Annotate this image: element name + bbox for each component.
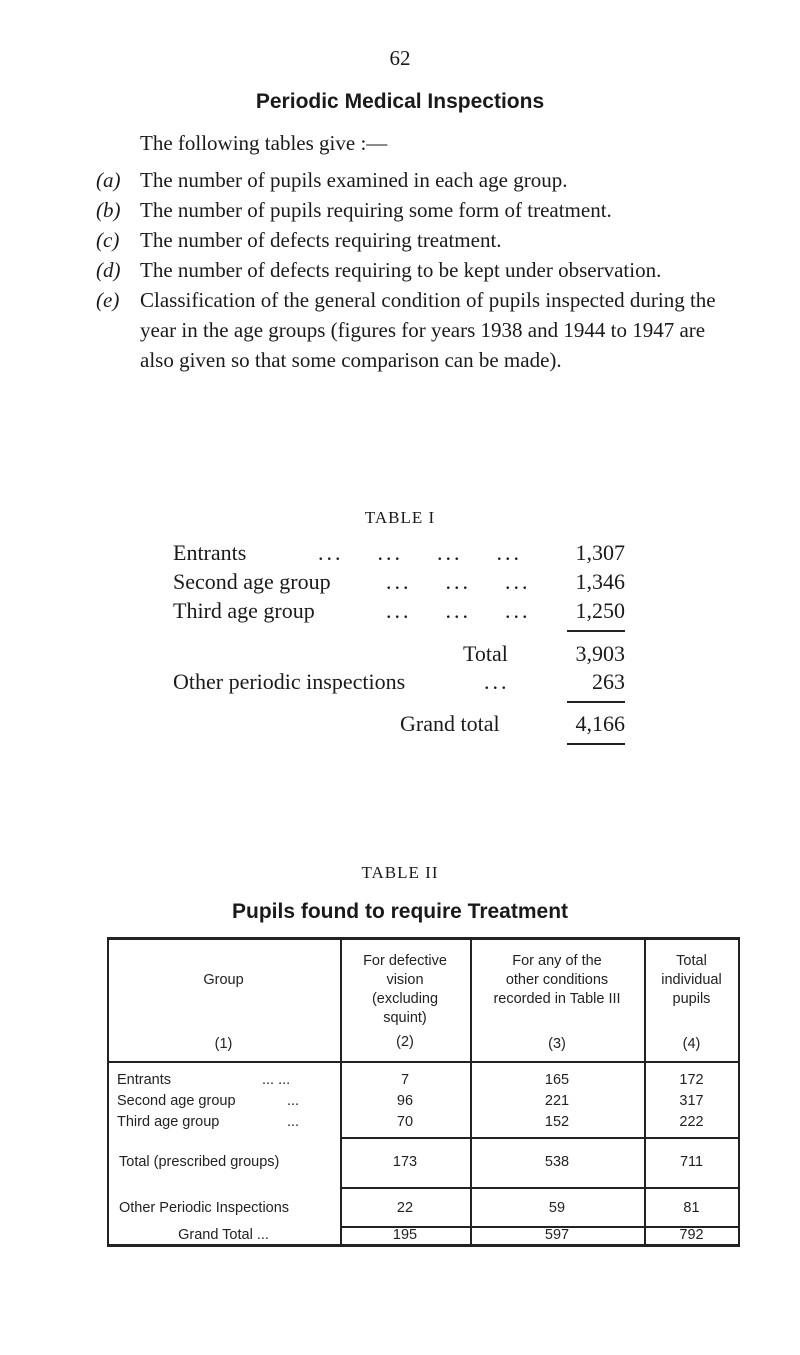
table1-row-label: Second age group	[173, 569, 331, 594]
leader-dots: ... ... ... ...	[318, 540, 522, 565]
item-text: Classification of the general condition of pupils inspected during the year in the age groups (figures for years 1938 and 1944 to 1947 are also given so that some comparison can be made).	[140, 288, 716, 372]
leader-dots: ...	[287, 1114, 300, 1130]
header-num: (2)	[396, 1034, 414, 1050]
item-text: The number of pupils examined in each age group.	[140, 168, 568, 192]
list-item: (c) The number of defects requiring treatment.	[96, 225, 726, 255]
header-num: (3)	[548, 1036, 566, 1052]
table1-other-label: Other periodic inspections	[173, 669, 406, 694]
header-defective-vision: For defective vision (excluding squint)	[363, 953, 447, 1026]
item-text: The number of pupils requiring some form of treatment.	[140, 198, 612, 222]
item-letter: e	[103, 288, 113, 312]
table2-title: Pupils found to require Treatment	[231, 900, 569, 923]
item-text: The number of defects requiring treatment.	[140, 228, 502, 252]
page-heading: Periodic Medical Inspections	[255, 90, 545, 113]
table2: Group (1) For defective vision (excluding squint) (2) For any of the other conditions recorded in Table III (3) Total individual pupils (4) Entrants ... ... 7 165 172 Second age group ... 96 221 317 Third age group ... 70 152 222 Total (prescribed groups) 173 538 711 Other Periodic Inspections 22 59 81 Grand Total ... 195 597 792	[107, 937, 740, 1247]
item-letter: b	[103, 198, 114, 222]
header-other-conditions: For any of the other conditions recorded in Table III	[493, 953, 621, 1007]
item-letter: a	[103, 168, 114, 192]
table2-caption: TABLE II	[361, 863, 439, 882]
table1-row-value: 1,307	[575, 540, 625, 565]
divider	[567, 743, 625, 745]
header-total-pupils: Total individual pupils	[661, 953, 722, 1007]
item-letter: d	[103, 258, 114, 282]
row-divider	[340, 1187, 740, 1189]
table1-row-value: 1,346	[575, 569, 625, 594]
intro-text: The following tables give :—	[140, 131, 388, 155]
header-group: Group	[203, 972, 244, 988]
table1-row-label: Entrants	[173, 540, 247, 565]
list-item: (e) Classification of the general condition of pupils inspected during the year in the age groups (figures for years 1938 and 1944 to 1947 are also given so that some comparison can be made).	[96, 285, 726, 375]
table1-total-label: Total	[463, 641, 508, 666]
table-border-bottom	[107, 1244, 740, 1247]
item-text: The number of defects requiring to be kept under observation.	[140, 258, 662, 282]
table1-row-value: 1,250	[575, 598, 625, 623]
divider	[567, 630, 625, 632]
table1-grand-label: Grand total	[400, 711, 500, 736]
divider	[567, 701, 625, 703]
table1-row-label: Third age group	[173, 598, 315, 623]
header-num: (1)	[214, 1036, 233, 1052]
leader-dots: ... ... ...	[386, 598, 531, 623]
item-letter: c	[103, 228, 113, 252]
leader-dots: ...	[287, 1093, 300, 1109]
page-number: 62	[389, 46, 411, 70]
leader-dots: ...	[484, 669, 510, 694]
list-item: (d) The number of defects requiring to be kept under observation.	[96, 255, 726, 285]
row-divider	[340, 1137, 740, 1139]
table1-total-value: 3,903	[575, 641, 625, 666]
header-num: (4)	[682, 1036, 701, 1052]
table1-other-value: 263	[592, 669, 625, 694]
leader-dots: ... ...	[262, 1072, 291, 1088]
table1-caption: TABLE I	[364, 508, 436, 527]
table1-grand-value: 4,166	[575, 711, 625, 736]
leader-dots: ... ... ...	[386, 569, 531, 594]
list-item: (a) The number of pupils examined in each age group.	[96, 165, 726, 195]
list-item: (b) The number of pupils requiring some form of treatment.	[96, 195, 726, 225]
header-divider	[107, 1061, 740, 1063]
